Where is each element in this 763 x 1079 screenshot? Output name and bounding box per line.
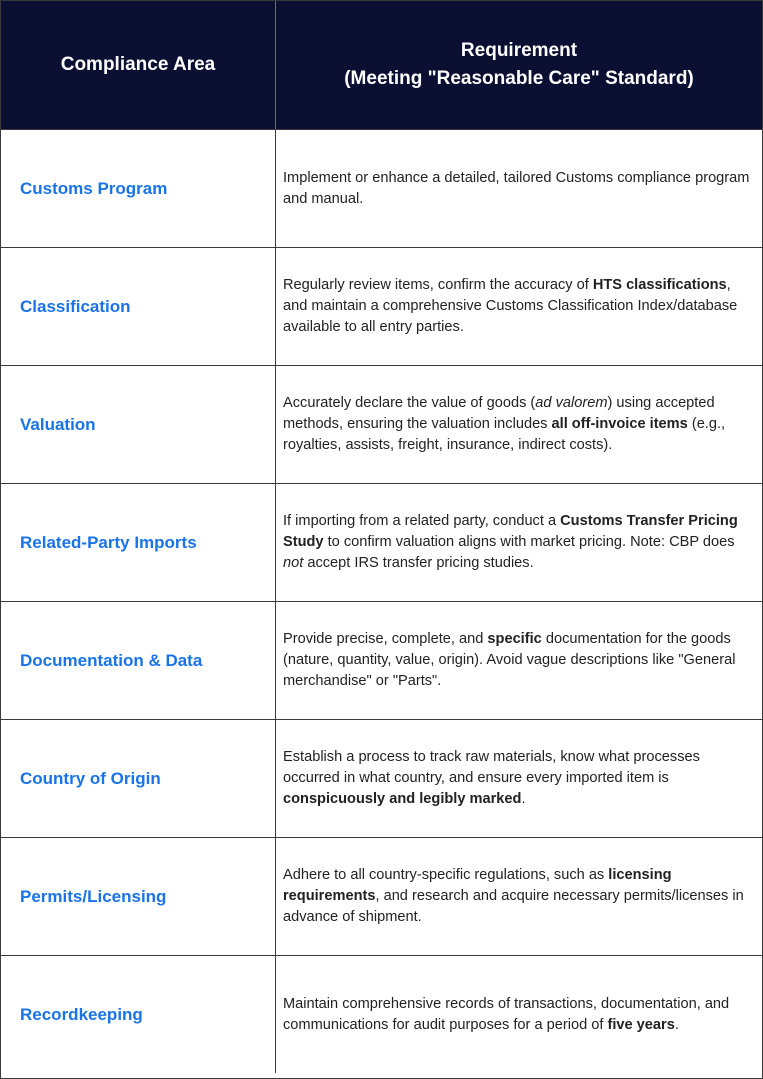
requirement-emphasis: five years xyxy=(607,1016,675,1033)
requirement-segment: ) using accepted methods, ensuring the valuation includes xyxy=(283,395,715,432)
compliance-area-label: Valuation xyxy=(20,414,96,434)
requirement-text xyxy=(283,275,754,338)
requirement-text xyxy=(283,865,754,928)
requirement-emphasis: all off-invoice items xyxy=(551,416,688,432)
table-row xyxy=(1,602,762,720)
compliance-area-cell xyxy=(1,602,276,719)
requirement-text xyxy=(283,168,754,210)
compliance-area-label: Related-Party Imports xyxy=(20,532,197,552)
header-col1-label: Compliance Area xyxy=(60,54,216,75)
table-row xyxy=(1,720,762,838)
requirement-segment: Implement or enhance a detailed, tailored Customs compliance program and manual. xyxy=(283,169,750,207)
requirement-segment: Adhere to all country-specific regulations, such as xyxy=(283,867,609,883)
requirement-segment: accept IRS transfer pricing studies. xyxy=(303,555,534,571)
requirement-segment: Regularly review items, confirm the accuracy of xyxy=(283,277,593,293)
requirement-cell xyxy=(276,956,762,1073)
requirement-italic: not xyxy=(283,555,304,571)
header-col2-line2: (Meeting "Reasonable Care" Standard) xyxy=(344,68,694,89)
header-col2-line1: Requirement xyxy=(460,40,578,61)
requirement-segment: Establish a process to track raw materials, know what processes occurred in what country, and ensure every imported item is xyxy=(283,749,700,786)
requirement-segment: . xyxy=(521,791,526,807)
requirement-segment: . xyxy=(674,1016,679,1033)
requirement-emphasis: Customs Transfer Pricing Study xyxy=(283,513,738,550)
requirement-text xyxy=(283,511,754,574)
header-compliance-area xyxy=(1,1,276,129)
requirement-text xyxy=(283,994,754,1036)
requirement-italic: ad valorem xyxy=(535,395,608,411)
compliance-area-cell xyxy=(1,956,276,1073)
requirement-segment: to confirm valuation aligns with market pricing. Note: CBP does xyxy=(323,534,735,550)
compliance-area-cell xyxy=(1,248,276,365)
table-row xyxy=(1,248,762,366)
requirement-cell xyxy=(276,602,762,719)
requirement-cell xyxy=(276,838,762,955)
compliance-area-label: Recordkeeping xyxy=(20,1004,143,1024)
requirement-emphasis: HTS classifications xyxy=(592,277,727,293)
requirement-emphasis: licensing requirements xyxy=(283,867,672,904)
requirement-segment: Provide precise, complete, and xyxy=(283,631,488,647)
requirement-segment: Accurately declare the value of goods ( xyxy=(283,395,536,411)
table-row xyxy=(1,484,762,602)
compliance-area-cell xyxy=(1,484,276,601)
requirement-cell xyxy=(276,248,762,365)
compliance-area-label: Permits/Licensing xyxy=(20,886,167,906)
table-row xyxy=(1,130,762,248)
requirement-emphasis: specific xyxy=(487,631,542,647)
compliance-area-label: Country of Origin xyxy=(20,768,161,788)
requirement-segment: , and maintain a comprehensive Customs Classification Index/database available to all entry parties. xyxy=(283,277,738,335)
compliance-area-cell xyxy=(1,130,276,247)
compliance-area-label: Customs Program xyxy=(20,178,168,198)
requirement-text xyxy=(283,393,754,456)
compliance-area-label: Classification xyxy=(20,296,131,316)
requirement-segment: If importing from a related party, conduct a xyxy=(283,513,561,529)
requirement-segment: (e.g., royalties, assists, freight, insurance, indirect costs). xyxy=(283,416,726,453)
table-header xyxy=(1,1,762,130)
table-body xyxy=(1,130,762,1073)
table-row xyxy=(1,366,762,484)
requirement-text xyxy=(283,629,754,692)
header-requirement xyxy=(276,1,762,129)
requirement-segment: , and research and acquire necessary permits/licenses in advance of shipment. xyxy=(283,888,744,925)
compliance-area-cell xyxy=(1,720,276,837)
table-row xyxy=(1,956,762,1073)
requirement-segment: documentation for the goods (nature, quantity, value, origin). Avoid vague descriptions like "General merchandise" or "Parts". xyxy=(283,631,736,689)
table-row xyxy=(1,838,762,956)
requirement-segment: Maintain comprehensive records of transactions, documentation, and communications for audit purposes for a period of xyxy=(283,995,730,1033)
compliance-area-label: Documentation & Data xyxy=(20,650,203,670)
requirement-cell xyxy=(276,130,762,247)
compliance-area-cell xyxy=(1,838,276,955)
compliance-area-cell xyxy=(1,366,276,483)
requirement-emphasis: conspicuously and legibly marked xyxy=(283,791,522,807)
requirement-cell xyxy=(276,484,762,601)
requirement-text xyxy=(283,747,754,810)
requirement-cell xyxy=(276,720,762,837)
requirement-cell xyxy=(276,366,762,483)
